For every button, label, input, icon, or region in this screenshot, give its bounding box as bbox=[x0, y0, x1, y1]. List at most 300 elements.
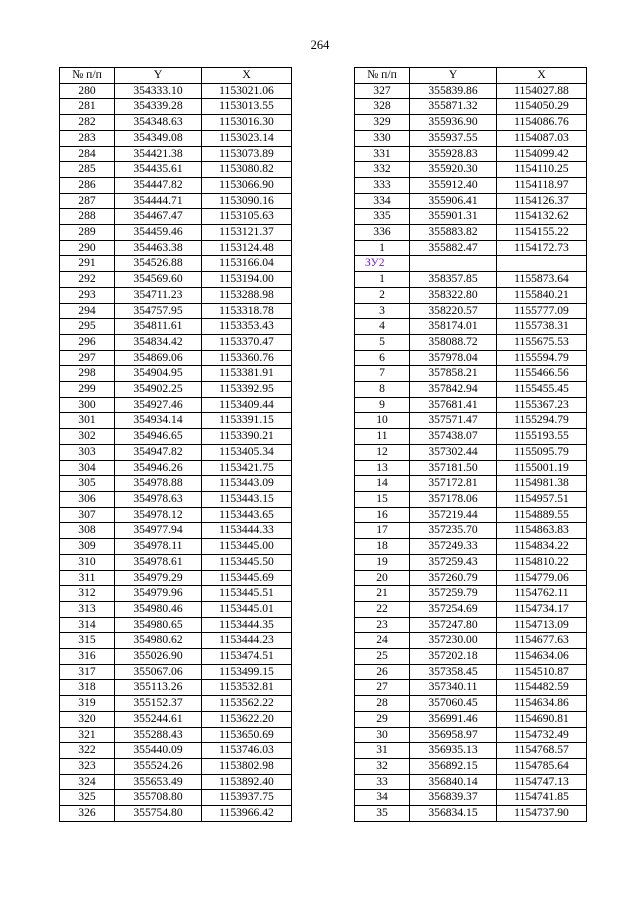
table-row bbox=[60, 491, 292, 507]
table-header-row bbox=[60, 68, 292, 84]
cell-number: 318 bbox=[60, 680, 115, 696]
cell-x: 1153443.09 bbox=[202, 476, 292, 492]
table-row bbox=[60, 115, 292, 131]
cell-y: 357438.07 bbox=[410, 429, 497, 445]
cell-y: 356935.13 bbox=[410, 743, 497, 759]
cell-y: 357340.11 bbox=[410, 680, 497, 696]
table-row bbox=[60, 319, 292, 335]
cell-x: 1153090.16 bbox=[202, 193, 292, 209]
cell-number: 12 bbox=[355, 444, 410, 460]
cell-number: 30 bbox=[355, 727, 410, 743]
table-row bbox=[355, 240, 587, 256]
cell-number: 298 bbox=[60, 366, 115, 382]
cell-number: 281 bbox=[60, 99, 115, 115]
cell-x: 1154957.51 bbox=[497, 491, 587, 507]
cell-number: 4 bbox=[355, 319, 410, 335]
cell-number: 320 bbox=[60, 711, 115, 727]
cell-y: 354339.28 bbox=[115, 99, 202, 115]
cell-number: 312 bbox=[60, 586, 115, 602]
table-row bbox=[355, 570, 587, 586]
cell-y: 357302.44 bbox=[410, 444, 497, 460]
cell-x: 1155466.56 bbox=[497, 366, 587, 382]
table-row bbox=[355, 554, 587, 570]
cell-x: 1154155.22 bbox=[497, 225, 587, 241]
cell-x: 1153405.34 bbox=[202, 444, 292, 460]
cell-x: 1155594.79 bbox=[497, 350, 587, 366]
table-row bbox=[355, 696, 587, 712]
cell-number: 283 bbox=[60, 130, 115, 146]
cell-x: 1153392.95 bbox=[202, 382, 292, 398]
table-row bbox=[355, 539, 587, 555]
cell-x: 1153937.75 bbox=[202, 790, 292, 806]
cell-x: 1154110.25 bbox=[497, 162, 587, 178]
cell-x: 1153443.65 bbox=[202, 507, 292, 523]
cell-number: 286 bbox=[60, 177, 115, 193]
header-y: Y bbox=[410, 68, 497, 84]
table-row bbox=[60, 727, 292, 743]
cell-number: 306 bbox=[60, 491, 115, 507]
cell-number: 2 bbox=[355, 287, 410, 303]
cell-number: 287 bbox=[60, 193, 115, 209]
cell-x: 1153080.82 bbox=[202, 162, 292, 178]
cell-number: 14 bbox=[355, 476, 410, 492]
cell-number: 319 bbox=[60, 696, 115, 712]
table-row bbox=[355, 601, 587, 617]
cell-number: 28 bbox=[355, 696, 410, 712]
cell-number: 10 bbox=[355, 413, 410, 429]
cell-number: 31 bbox=[355, 743, 410, 759]
cell-x: 1155777.09 bbox=[497, 303, 587, 319]
cell-number: 293 bbox=[60, 287, 115, 303]
cell-y: 355883.82 bbox=[410, 225, 497, 241]
cell-x: 1153444.33 bbox=[202, 523, 292, 539]
table-row bbox=[355, 507, 587, 523]
table-row bbox=[355, 366, 587, 382]
cell-number: 299 bbox=[60, 382, 115, 398]
table-row bbox=[355, 303, 587, 319]
cell-number: 34 bbox=[355, 790, 410, 806]
cell-x: 1153166.04 bbox=[202, 256, 292, 272]
cell-y: 357978.04 bbox=[410, 350, 497, 366]
cell-x: 1153124.48 bbox=[202, 240, 292, 256]
table-row bbox=[355, 743, 587, 759]
cell-y: 357358.45 bbox=[410, 664, 497, 680]
table-row bbox=[60, 350, 292, 366]
table-row bbox=[355, 99, 587, 115]
cell-x: 1153021.06 bbox=[202, 83, 292, 99]
cell-number: 332 bbox=[355, 162, 410, 178]
table-row bbox=[60, 601, 292, 617]
cell-number: 5 bbox=[355, 334, 410, 350]
cell-number: 326 bbox=[60, 806, 115, 822]
cell-y: 355928.83 bbox=[410, 146, 497, 162]
cell-number: 284 bbox=[60, 146, 115, 162]
table-row bbox=[60, 130, 292, 146]
cell-y: 354447.82 bbox=[115, 177, 202, 193]
cell-x: 1154981.38 bbox=[497, 476, 587, 492]
cell-y: 354711.23 bbox=[115, 287, 202, 303]
table-row bbox=[60, 99, 292, 115]
cell-y: 357259.43 bbox=[410, 554, 497, 570]
cell-x: 1153445.01 bbox=[202, 601, 292, 617]
cell-x: 1154732.49 bbox=[497, 727, 587, 743]
cell-number: 1 bbox=[355, 272, 410, 288]
table-row bbox=[60, 523, 292, 539]
cell-y: 357181.50 bbox=[410, 460, 497, 476]
cell-number: 328 bbox=[355, 99, 410, 115]
cell-number: 297 bbox=[60, 350, 115, 366]
cell-x: 1154510.87 bbox=[497, 664, 587, 680]
table-row bbox=[355, 272, 587, 288]
cell-y: 357259.79 bbox=[410, 586, 497, 602]
cell-number: 11 bbox=[355, 429, 410, 445]
table-row bbox=[60, 240, 292, 256]
cell-y: 355026.90 bbox=[115, 649, 202, 665]
table-row bbox=[355, 617, 587, 633]
table-row bbox=[60, 539, 292, 555]
cell-y: 356834.15 bbox=[410, 806, 497, 822]
cell-y: 356839.37 bbox=[410, 790, 497, 806]
cell-x: 1153444.23 bbox=[202, 633, 292, 649]
cell-y: 355440.09 bbox=[115, 743, 202, 759]
cell-number: 7 bbox=[355, 366, 410, 382]
table-row bbox=[60, 413, 292, 429]
cell-number: 310 bbox=[60, 554, 115, 570]
cell-number: 309 bbox=[60, 539, 115, 555]
cell-y: 357235.70 bbox=[410, 523, 497, 539]
cell-x: 1153444.35 bbox=[202, 617, 292, 633]
table-row bbox=[60, 460, 292, 476]
cell-y: 354349.08 bbox=[115, 130, 202, 146]
table-row bbox=[60, 758, 292, 774]
table-row bbox=[60, 507, 292, 523]
cell-x: 1153650.69 bbox=[202, 727, 292, 743]
cell-x: 1154634.86 bbox=[497, 696, 587, 712]
table-row bbox=[60, 334, 292, 350]
table-row bbox=[60, 711, 292, 727]
section-row bbox=[355, 256, 587, 272]
table-row bbox=[355, 350, 587, 366]
cell-number: 317 bbox=[60, 664, 115, 680]
table-row bbox=[355, 806, 587, 822]
cell-x: 1153370.47 bbox=[202, 334, 292, 350]
cell-y: 354934.14 bbox=[115, 413, 202, 429]
cell-x: 1155455.45 bbox=[497, 382, 587, 398]
cell-x: 1153802.98 bbox=[202, 758, 292, 774]
table-row bbox=[355, 711, 587, 727]
cell-y: 354333.10 bbox=[115, 83, 202, 99]
table-row bbox=[60, 806, 292, 822]
cell-x: 1154132.62 bbox=[497, 209, 587, 225]
cell-number: 316 bbox=[60, 649, 115, 665]
cell-y: 354946.65 bbox=[115, 429, 202, 445]
cell-number: 333 bbox=[355, 177, 410, 193]
cell-x: 1154634.06 bbox=[497, 649, 587, 665]
cell-x: 1154677.63 bbox=[497, 633, 587, 649]
cell-number: 32 bbox=[355, 758, 410, 774]
table-row bbox=[355, 476, 587, 492]
table-row bbox=[60, 209, 292, 225]
cell-number: 313 bbox=[60, 601, 115, 617]
cell-number: 305 bbox=[60, 476, 115, 492]
cell-x: 1153016.30 bbox=[202, 115, 292, 131]
cell-y: 357249.33 bbox=[410, 539, 497, 555]
cell-x: 1155294.79 bbox=[497, 413, 587, 429]
cell-y: 357260.79 bbox=[410, 570, 497, 586]
table-row bbox=[60, 193, 292, 209]
cell-number: 22 bbox=[355, 601, 410, 617]
table-row bbox=[355, 287, 587, 303]
cell-x: 1155675.53 bbox=[497, 334, 587, 350]
table-row bbox=[60, 790, 292, 806]
table-row bbox=[355, 758, 587, 774]
cell-x: 1154713.09 bbox=[497, 617, 587, 633]
cell-number: 285 bbox=[60, 162, 115, 178]
table-row bbox=[355, 523, 587, 539]
table-row bbox=[60, 444, 292, 460]
cell-number: 292 bbox=[60, 272, 115, 288]
table-row bbox=[60, 225, 292, 241]
table-row bbox=[60, 83, 292, 99]
cell-number: 330 bbox=[355, 130, 410, 146]
table-row bbox=[60, 366, 292, 382]
cell-y: 355871.32 bbox=[410, 99, 497, 115]
cell-number: 18 bbox=[355, 539, 410, 555]
cell-x: 1154834.22 bbox=[497, 539, 587, 555]
cell-number: 304 bbox=[60, 460, 115, 476]
table-cell bbox=[497, 256, 587, 272]
cell-number: 321 bbox=[60, 727, 115, 743]
cell-number: 15 bbox=[355, 491, 410, 507]
table-row bbox=[355, 633, 587, 649]
cell-y: 354946.26 bbox=[115, 460, 202, 476]
table-row bbox=[60, 397, 292, 413]
cell-y: 354978.11 bbox=[115, 539, 202, 555]
cell-number: 325 bbox=[60, 790, 115, 806]
table-row bbox=[355, 193, 587, 209]
cell-x: 1154810.22 bbox=[497, 554, 587, 570]
cell-number: 288 bbox=[60, 209, 115, 225]
table-row bbox=[355, 727, 587, 743]
cell-number: 308 bbox=[60, 523, 115, 539]
cell-y: 357254.69 bbox=[410, 601, 497, 617]
cell-x: 1155001.19 bbox=[497, 460, 587, 476]
cell-y: 354435.61 bbox=[115, 162, 202, 178]
table-row bbox=[355, 319, 587, 335]
cell-number: 291 bbox=[60, 256, 115, 272]
cell-y: 354980.62 bbox=[115, 633, 202, 649]
cell-x: 1153073.89 bbox=[202, 146, 292, 162]
cell-y: 357230.00 bbox=[410, 633, 497, 649]
table-row bbox=[355, 664, 587, 680]
table-row bbox=[355, 130, 587, 146]
cell-x: 1154785.64 bbox=[497, 758, 587, 774]
cell-y: 358322.80 bbox=[410, 287, 497, 303]
cell-number: 33 bbox=[355, 774, 410, 790]
cell-x: 1154027.88 bbox=[497, 83, 587, 99]
cell-y: 356958.97 bbox=[410, 727, 497, 743]
cell-y: 355113.26 bbox=[115, 680, 202, 696]
cell-y: 355653.49 bbox=[115, 774, 202, 790]
table-row bbox=[60, 617, 292, 633]
cell-x: 1155095.79 bbox=[497, 444, 587, 460]
cell-x: 1153066.90 bbox=[202, 177, 292, 193]
cell-x: 1154118.97 bbox=[497, 177, 587, 193]
cell-y: 355708.80 bbox=[115, 790, 202, 806]
cell-y: 355906.41 bbox=[410, 193, 497, 209]
cell-x: 1154482.59 bbox=[497, 680, 587, 696]
table-row bbox=[355, 790, 587, 806]
table-row bbox=[60, 649, 292, 665]
cell-number: 17 bbox=[355, 523, 410, 539]
cell-number: 314 bbox=[60, 617, 115, 633]
table-row bbox=[60, 774, 292, 790]
table-row bbox=[60, 272, 292, 288]
cell-x: 1153318.78 bbox=[202, 303, 292, 319]
cell-number: 295 bbox=[60, 319, 115, 335]
cell-x: 1153443.15 bbox=[202, 491, 292, 507]
table-row bbox=[355, 162, 587, 178]
cell-number: 280 bbox=[60, 83, 115, 99]
table-cell bbox=[410, 256, 497, 272]
table-row bbox=[60, 554, 292, 570]
cell-number: 282 bbox=[60, 115, 115, 131]
table-row bbox=[355, 209, 587, 225]
table-row bbox=[355, 115, 587, 131]
cell-y: 354421.38 bbox=[115, 146, 202, 162]
cell-y: 354977.94 bbox=[115, 523, 202, 539]
section-label: ЗУ2 bbox=[355, 256, 410, 272]
cell-y: 354902.25 bbox=[115, 382, 202, 398]
cell-x: 1153445.00 bbox=[202, 539, 292, 555]
cell-x: 1155873.64 bbox=[497, 272, 587, 288]
cell-y: 357571.47 bbox=[410, 413, 497, 429]
cell-y: 356892.15 bbox=[410, 758, 497, 774]
cell-y: 355920.30 bbox=[410, 162, 497, 178]
cell-x: 1153023.14 bbox=[202, 130, 292, 146]
cell-x: 1153445.50 bbox=[202, 554, 292, 570]
cell-x: 1153288.98 bbox=[202, 287, 292, 303]
cell-y: 354834.42 bbox=[115, 334, 202, 350]
cell-number: 300 bbox=[60, 397, 115, 413]
cell-x: 1154741.85 bbox=[497, 790, 587, 806]
cell-number: 331 bbox=[355, 146, 410, 162]
cell-number: 27 bbox=[355, 680, 410, 696]
cell-y: 355524.26 bbox=[115, 758, 202, 774]
cell-y: 354869.06 bbox=[115, 350, 202, 366]
cell-number: 26 bbox=[355, 664, 410, 680]
cell-y: 354444.71 bbox=[115, 193, 202, 209]
cell-x: 1154889.55 bbox=[497, 507, 587, 523]
cell-x: 1154768.57 bbox=[497, 743, 587, 759]
cell-x: 1153360.76 bbox=[202, 350, 292, 366]
cell-number: 21 bbox=[355, 586, 410, 602]
cell-number: 13 bbox=[355, 460, 410, 476]
cell-x: 1154087.03 bbox=[497, 130, 587, 146]
cell-y: 357247.80 bbox=[410, 617, 497, 633]
cell-y: 357178.06 bbox=[410, 491, 497, 507]
coordinates-table-right bbox=[354, 67, 587, 822]
cell-number: 9 bbox=[355, 397, 410, 413]
cell-y: 357202.18 bbox=[410, 649, 497, 665]
cell-number: 311 bbox=[60, 570, 115, 586]
cell-y: 355882.47 bbox=[410, 240, 497, 256]
table-row bbox=[60, 382, 292, 398]
table-row bbox=[60, 476, 292, 492]
cell-y: 354463.38 bbox=[115, 240, 202, 256]
cell-x: 1153390.21 bbox=[202, 429, 292, 445]
cell-y: 355754.80 bbox=[115, 806, 202, 822]
cell-x: 1155840.21 bbox=[497, 287, 587, 303]
cell-y: 358357.85 bbox=[410, 272, 497, 288]
table-row bbox=[355, 491, 587, 507]
cell-number: 315 bbox=[60, 633, 115, 649]
cell-y: 357172.81 bbox=[410, 476, 497, 492]
cell-y: 357219.44 bbox=[410, 507, 497, 523]
cell-x: 1153892.40 bbox=[202, 774, 292, 790]
cell-number: 296 bbox=[60, 334, 115, 350]
cell-y: 354978.88 bbox=[115, 476, 202, 492]
cell-y: 355244.61 bbox=[115, 711, 202, 727]
cell-x: 1153445.69 bbox=[202, 570, 292, 586]
cell-number: 322 bbox=[60, 743, 115, 759]
cell-x: 1154737.90 bbox=[497, 806, 587, 822]
cell-x: 1153381.91 bbox=[202, 366, 292, 382]
cell-y: 357060.45 bbox=[410, 696, 497, 712]
cell-x: 1154086.76 bbox=[497, 115, 587, 131]
table-row bbox=[60, 570, 292, 586]
table-row bbox=[355, 774, 587, 790]
cell-x: 1153105.63 bbox=[202, 209, 292, 225]
cell-number: 334 bbox=[355, 193, 410, 209]
cell-y: 354978.12 bbox=[115, 507, 202, 523]
table-row bbox=[355, 146, 587, 162]
cell-number: 29 bbox=[355, 711, 410, 727]
cell-y: 354978.61 bbox=[115, 554, 202, 570]
cell-x: 1153421.75 bbox=[202, 460, 292, 476]
cell-y: 355067.06 bbox=[115, 664, 202, 680]
cell-x: 1153499.15 bbox=[202, 664, 292, 680]
cell-y: 355912.40 bbox=[410, 177, 497, 193]
cell-y: 354979.29 bbox=[115, 570, 202, 586]
cell-y: 357858.21 bbox=[410, 366, 497, 382]
cell-y: 354947.82 bbox=[115, 444, 202, 460]
cell-x: 1153353.43 bbox=[202, 319, 292, 335]
cell-y: 358220.57 bbox=[410, 303, 497, 319]
cell-x: 1153966.42 bbox=[202, 806, 292, 822]
cell-x: 1153409.44 bbox=[202, 397, 292, 413]
cell-number: 24 bbox=[355, 633, 410, 649]
cell-x: 1155193.55 bbox=[497, 429, 587, 445]
table-header-row bbox=[355, 68, 587, 84]
cell-y: 358174.01 bbox=[410, 319, 497, 335]
table-row bbox=[355, 83, 587, 99]
cell-number: 19 bbox=[355, 554, 410, 570]
cell-y: 354811.61 bbox=[115, 319, 202, 335]
cell-number: 294 bbox=[60, 303, 115, 319]
cell-x: 1154762.11 bbox=[497, 586, 587, 602]
table-row bbox=[355, 680, 587, 696]
cell-number: 35 bbox=[355, 806, 410, 822]
cell-y: 354978.63 bbox=[115, 491, 202, 507]
table-row bbox=[355, 382, 587, 398]
cell-x: 1154863.83 bbox=[497, 523, 587, 539]
cell-number: 23 bbox=[355, 617, 410, 633]
table-row bbox=[355, 397, 587, 413]
table-row bbox=[60, 177, 292, 193]
table-row bbox=[60, 743, 292, 759]
cell-x: 1153445.51 bbox=[202, 586, 292, 602]
